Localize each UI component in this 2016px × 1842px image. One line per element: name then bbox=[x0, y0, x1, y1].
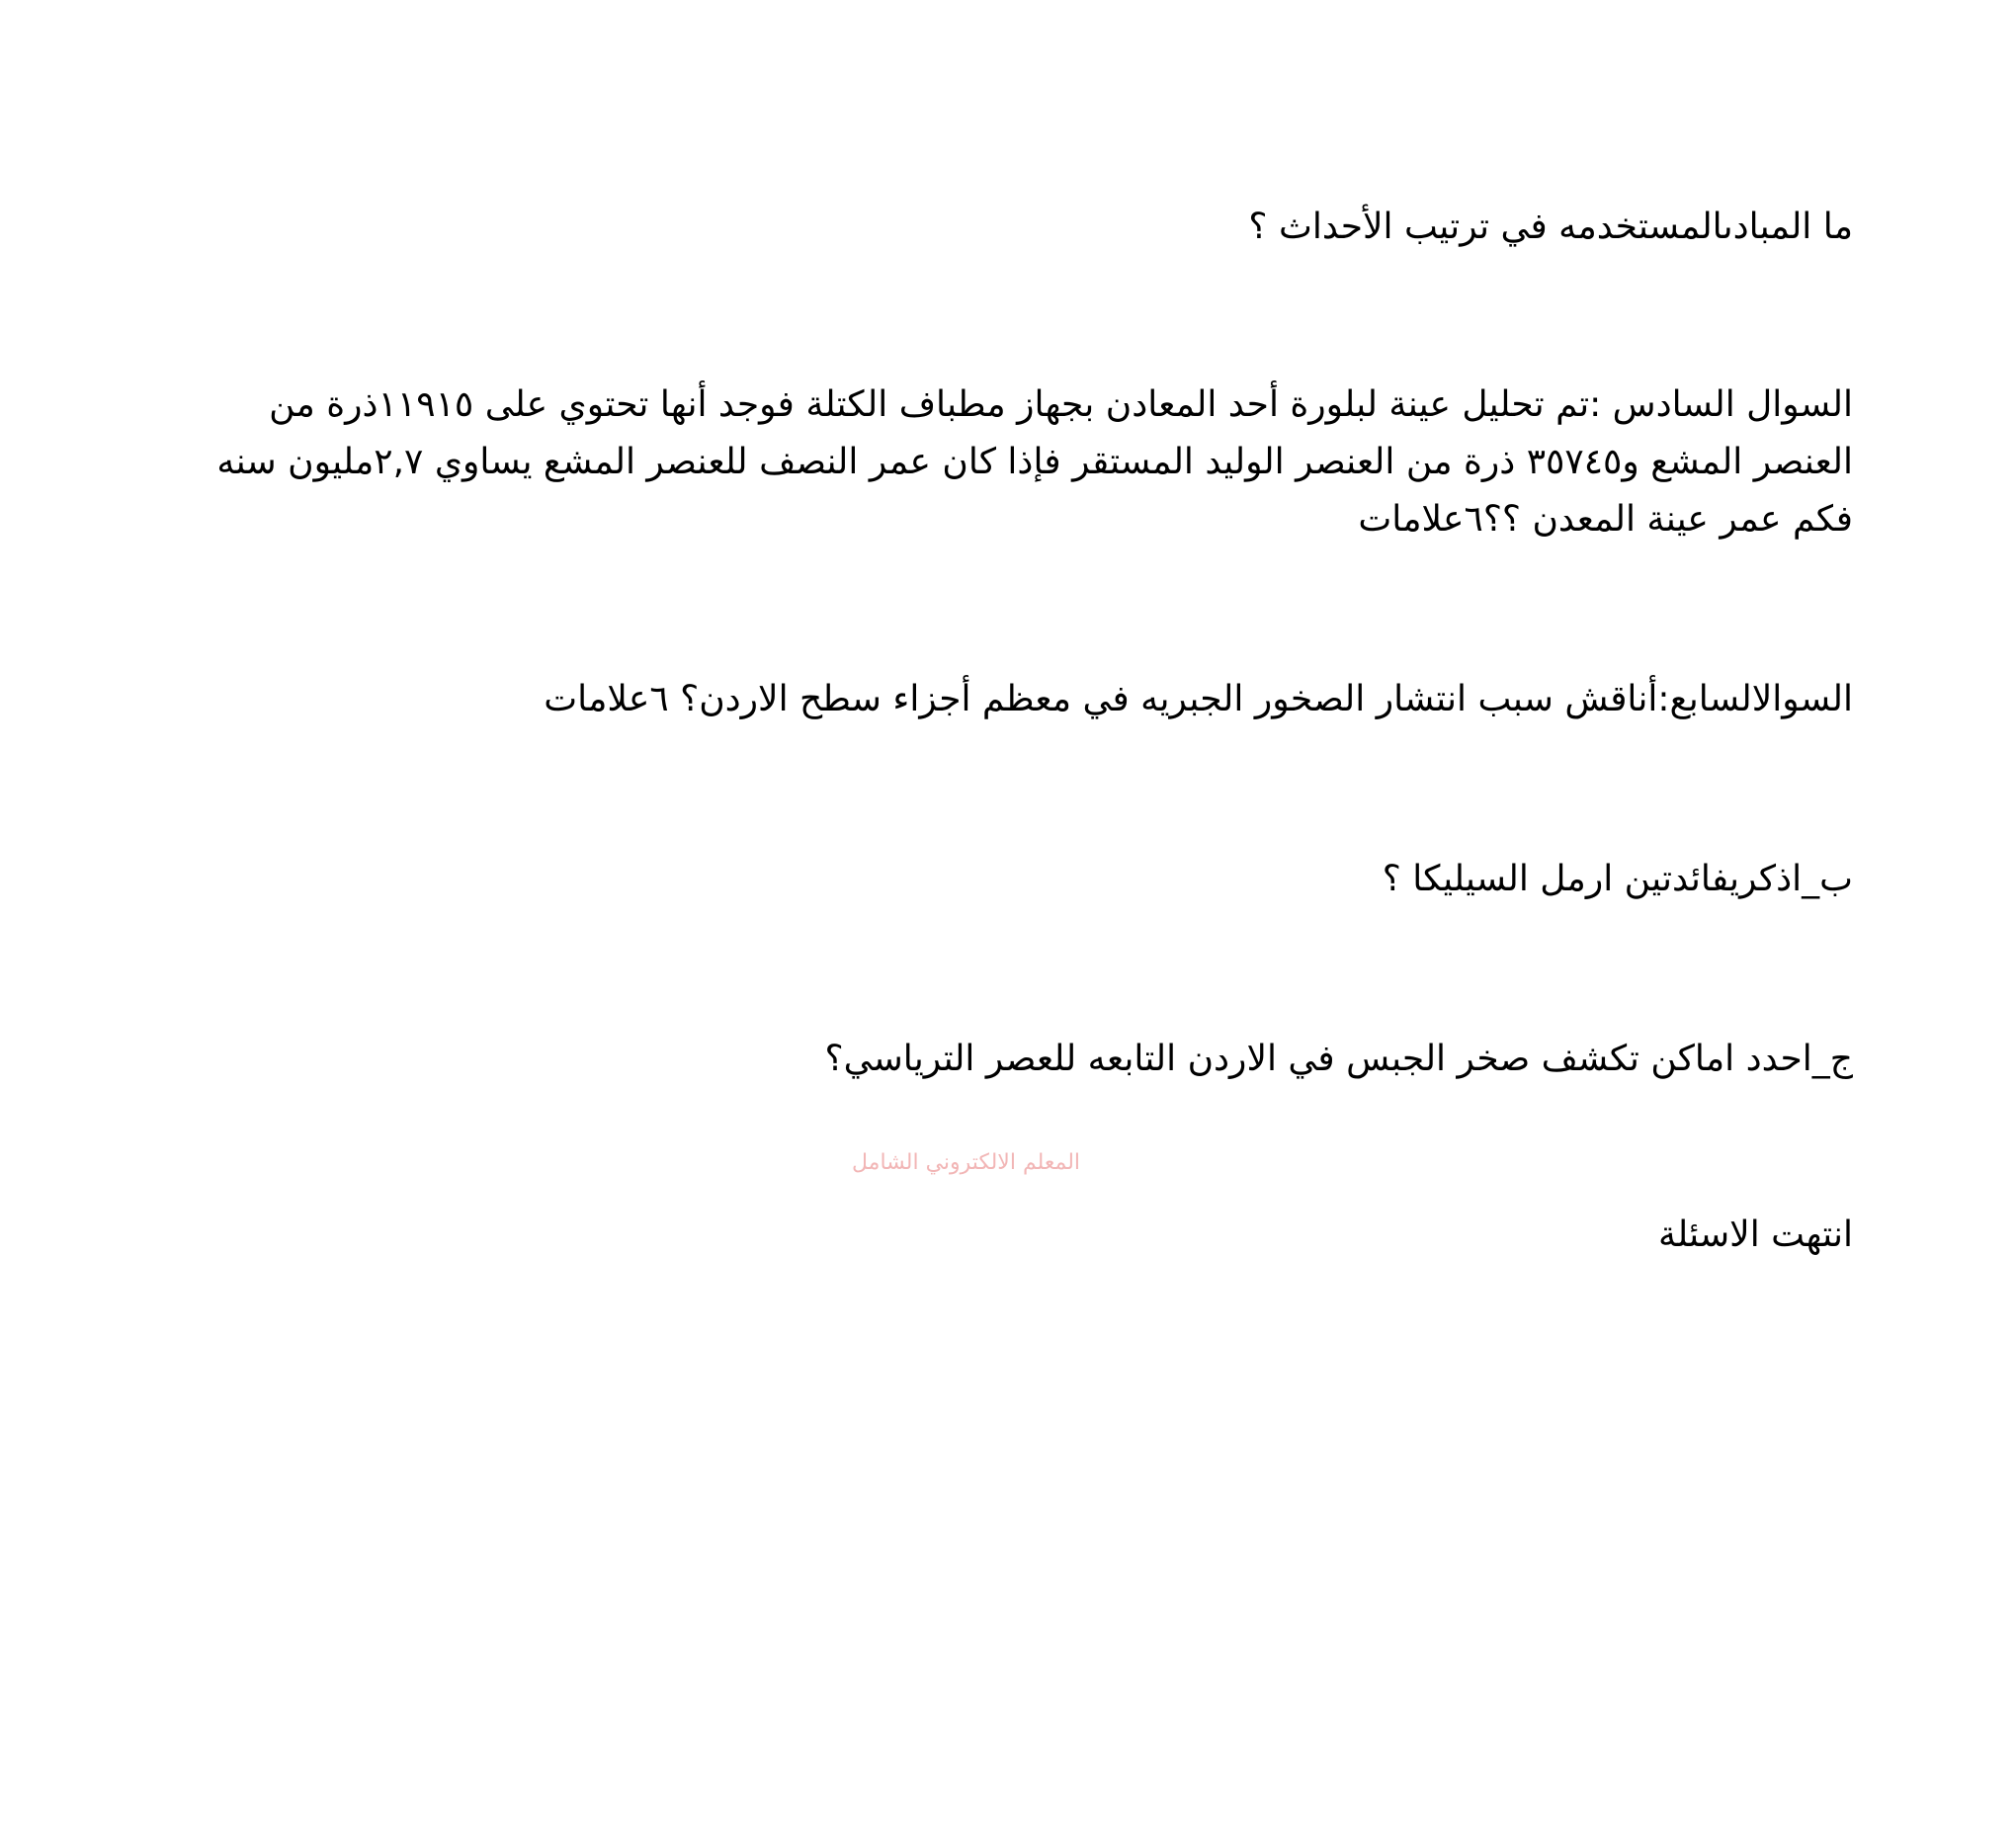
watermark-text: المعلم الالكتروني الشامل bbox=[852, 1150, 1081, 1175]
question-seven-c: ج_احدد اماكن تكشف صخر الجبس في الاردن التابعه للعصر الترياسي؟ bbox=[824, 1039, 1853, 1079]
end-of-questions: انتهت الاسئلة bbox=[1657, 1214, 1853, 1255]
question-seven: السوالالسابع:أناقش سبب انتشار الصخور الجبريه في معظم أجزاء سطح الاردن؟ ٦علامات bbox=[544, 679, 1853, 719]
question-principles: ما المبادىالمستخدمه في ترتيب الأحداث ؟ bbox=[1248, 207, 1853, 247]
question-seven-b: ب_اذكريفائدتين ارمل السيليكا ؟ bbox=[1382, 859, 1853, 899]
question-six-line-3: فكم عمر عينة المعدن ؟؟٦علامات bbox=[1358, 499, 1853, 540]
question-six-line-1: السوال السادس :تم تحليل عينة لبلورة أحد المعادن بجهاز مطباف الكتلة فوجد أنها تحتوي على ١١٩١٥ذرة من bbox=[269, 384, 1853, 425]
question-six-line-2: العنصر المشع و٣٥٧٤٥ ذرة من العنصر الوليد المستقر فإذا كان عمر النصف للعنصر المشع يساوي ٢,٧مليون سنه bbox=[216, 442, 1853, 482]
